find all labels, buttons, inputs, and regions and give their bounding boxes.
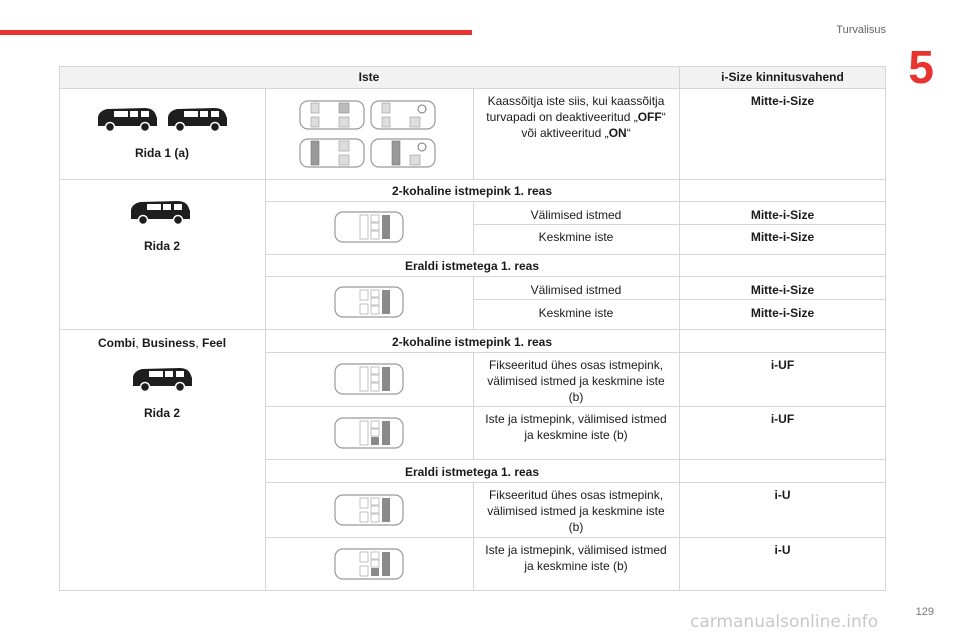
- seat-layout-icon: [334, 417, 404, 449]
- row3-g1-item2-desc: Iste ja istmepink, välimised istmed ja keskmine iste (b): [485, 412, 667, 442]
- row3-g2-item1-desc: Fikseeritud ühes osas istmepink, välimised istmed ja keskmine iste (b): [487, 488, 665, 534]
- row3-g1-item2-value: i-UF: [770, 412, 795, 426]
- row2-g2-item2-desc: Keskmine iste: [538, 306, 614, 320]
- watermark: carmanualsonline.info: [690, 612, 879, 632]
- row2-g2-item1-desc: Välimised istmed: [530, 283, 622, 297]
- seat-layout-icon: [299, 138, 365, 168]
- row1-description: Kaassõitja iste siis, kui kaassõitja turvapadi on deaktiveeritud „OFF“ või aktiveeritud „ON“: [486, 94, 666, 140]
- row2-g1-item2-desc: Keskmine iste: [538, 230, 614, 244]
- seat-layout-icon: [334, 494, 404, 526]
- row2-group2-title: Eraldi istmetega 1. reas: [404, 259, 540, 273]
- col-header-seat: Iste: [358, 70, 380, 84]
- seat-layout-icon: [370, 138, 436, 168]
- row2-g1-item1-desc: Välimised istmed: [530, 208, 622, 222]
- page-number: 129: [915, 606, 934, 618]
- row3-g1-item1-value: i-UF: [770, 358, 795, 372]
- row3-trims: Combi, Business, Feel: [97, 336, 227, 350]
- van-side-icon: [95, 104, 159, 132]
- chapter-number: 5: [908, 41, 934, 93]
- row1-label: Rida 1 (a): [134, 146, 189, 160]
- section-title: Turvalisus: [836, 24, 886, 36]
- row3-g2-item2-value: i-U: [774, 543, 791, 557]
- row3-g1-item1-desc: Fikseeritud ühes osas istmepink, välimised istmed ja keskmine iste (b): [487, 358, 665, 404]
- row2-g1-item2-value: Mitte-i-Size: [750, 230, 815, 244]
- van-side-icon: [130, 364, 194, 392]
- seat-layout-icon: [334, 286, 404, 318]
- seat-layout-icon: [299, 100, 365, 130]
- row2-label: Rida 2: [143, 239, 180, 253]
- seat-layout-icon: [370, 100, 436, 130]
- row3-g2-item2-desc: Iste ja istmepink, välimised istmed ja keskmine iste (b): [485, 543, 667, 573]
- row3-label: Rida 2: [143, 406, 180, 420]
- row2-g2-item1-value: Mitte-i-Size: [750, 283, 815, 297]
- seat-layout-icon: [334, 548, 404, 580]
- row1-isize-value: Mitte-i-Size: [750, 94, 815, 108]
- row2-group1-title: 2-kohaline istmepink 1. reas: [391, 184, 553, 198]
- row3-group1-title: 2-kohaline istmepink 1. reas: [391, 335, 553, 349]
- van-side-icon: [165, 104, 229, 132]
- row3-g2-item1-value: i-U: [774, 488, 791, 502]
- row2-g1-item1-value: Mitte-i-Size: [750, 208, 815, 222]
- seat-layout-icon: [334, 211, 404, 243]
- seat-layout-icon: [334, 363, 404, 395]
- van-side-icon: [128, 197, 192, 225]
- row2-g2-item2-value: Mitte-i-Size: [750, 306, 815, 320]
- row3-group2-title: Eraldi istmetega 1. reas: [404, 465, 540, 479]
- col-header-isize: i-Size kinnitusvahend: [721, 70, 844, 84]
